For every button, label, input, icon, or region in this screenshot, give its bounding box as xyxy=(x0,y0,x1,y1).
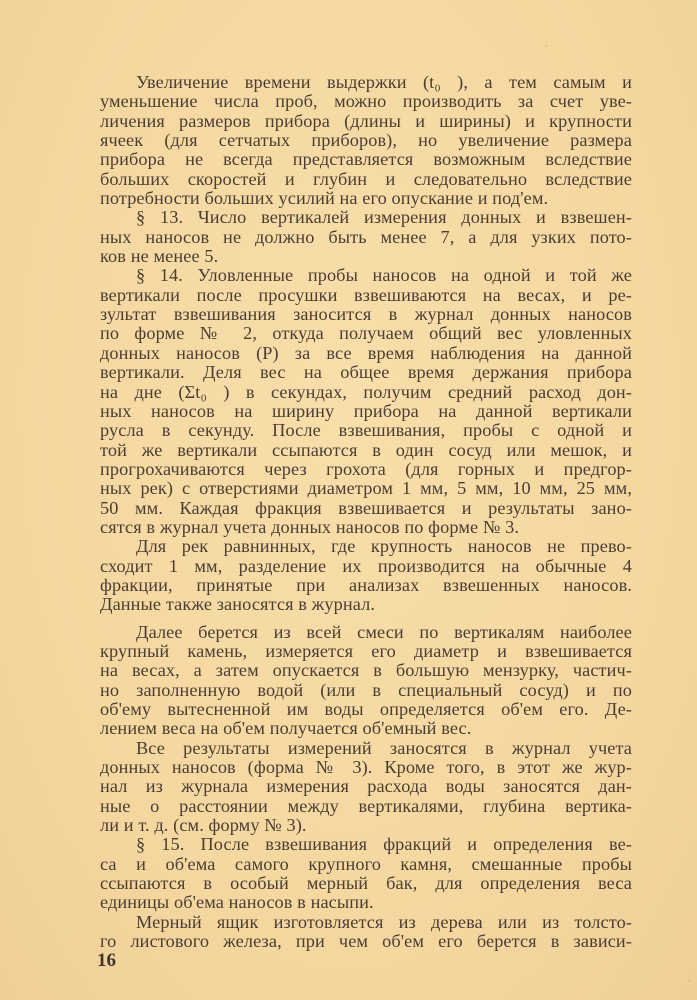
text-line: крупный камень, измеряется его диаметр и взвешивается xyxy=(100,640,632,661)
text-line: личения размеров прибора (длины и ширины) и крупности xyxy=(100,110,632,131)
text-line: на дне (Σt₀ ) в секундах, получим средний расход дон- xyxy=(100,381,632,402)
text-line: прибора не всегда представляется возможным вследствие xyxy=(100,149,632,170)
text-line: единицы об'ема наносов в насыпи. xyxy=(100,892,374,913)
text-line: ные о расстоянии между вертикалями, глубина вертика- xyxy=(100,795,632,816)
text-line: 50 мм. Каждая фракция взвешивается и результаты зано- xyxy=(100,497,632,518)
text-line: той же вертикали ссыпаются в один сосуд или мешок, и xyxy=(100,439,632,460)
text-line: но заполненную водой (или в специальный сосуд) и по xyxy=(100,679,632,700)
text-line: сятся в журнал учета донных наносов по форме № 3. xyxy=(100,516,519,537)
text-line: нал из журнала измерения расхода воды заносятся дан- xyxy=(100,776,632,797)
page-number: 16 xyxy=(97,950,116,971)
text-line: § 15. После взвешивания фракций и определения ве- xyxy=(136,834,632,855)
text-line: Данные также заносятся в журнал. xyxy=(100,594,376,615)
text-line: ли и т. д. (см. форму № 3). xyxy=(100,815,307,836)
text-line: Все результаты измерений заносятся в журнал учета xyxy=(136,737,632,758)
text-line: го листового железа, при чем об'ем его берется в зависи- xyxy=(100,931,632,952)
text-line: ных рек) с отверстиями диаметром 1 мм, 5 мм, 10 мм, 25 мм, xyxy=(100,478,632,499)
text-line: Мерный ящик изготовляется из дерева или из толсто- xyxy=(136,911,632,932)
text-line: вертикали после просушки взвешиваются на весах, и ре- xyxy=(100,284,632,305)
text-line: ных наносов на ширину прибора на данной вертикали xyxy=(100,400,632,421)
text-line: русла в секунду. После взвешивания, пробы с одной и xyxy=(100,420,632,441)
text-line: ных наносов не должно быть менее 7, а для узких пото- xyxy=(100,226,632,247)
text-line: больших скоростей и глубин и следовательно вследствие xyxy=(100,168,632,189)
text-line: са и об'ема самого крупного камня, смешанные пробы xyxy=(100,853,632,874)
text-line: фракции, принятые при анализах взвешенных наносов. xyxy=(100,574,632,595)
text-line: сходит 1 мм, разделение их производится на обычные 4 xyxy=(100,555,632,576)
text-line: уменьшение числа проб, можно производить за счет уве- xyxy=(100,91,632,112)
text-line: об'ему вытесненной им воды определяется об'ем его. Де- xyxy=(100,699,632,719)
text-line: потребности больших усилий на его опускание и под'ем. xyxy=(100,188,549,209)
paper-speck xyxy=(545,45,547,47)
body-text xyxy=(100,73,632,951)
paper-speck xyxy=(688,980,690,982)
text-line: ячеек (для сетчатых приборов), но увеличение размера xyxy=(100,130,632,151)
text-line: лением веса на об'ем получается об'емный вес. xyxy=(100,718,472,739)
text-line: донных наносов (P) за все время наблюдения на данной xyxy=(100,342,632,363)
text-line: донных наносов (форма № 3). Кроме того, в этот же жур- xyxy=(100,757,632,778)
text-line: по форме № 2, откуда получаем общий вес уловленных xyxy=(100,323,632,344)
text-line: Для рек равнинных, где крупность наносов не прево- xyxy=(136,536,632,557)
text-line: прогрохачиваются через грохота (для горных и предгор- xyxy=(100,458,632,479)
text-line: § 14. Уловленные пробы наносов на одной и той же xyxy=(136,265,632,286)
text-line: ссыпаются в особый мерный бак, для определения веса xyxy=(100,873,632,894)
text-line: зультат взвешивания заносится в журнал донных наносов xyxy=(100,304,632,325)
text-line: ков не менее 5. xyxy=(100,246,219,267)
text-line: Увеличение времени выдержки (t₀ ), а тем самым и xyxy=(136,72,632,92)
text-line: на весах, а затем опускается в большую мензурку, частич- xyxy=(100,660,632,681)
text-line: Далее берется из всей смеси по вертикалям наиболее xyxy=(136,621,632,642)
text-line: вертикали. Деля вес на общее время держания прибора xyxy=(100,362,632,383)
text-line: § 13. Число вертикалей измерения донных и взвешен- xyxy=(136,207,632,228)
